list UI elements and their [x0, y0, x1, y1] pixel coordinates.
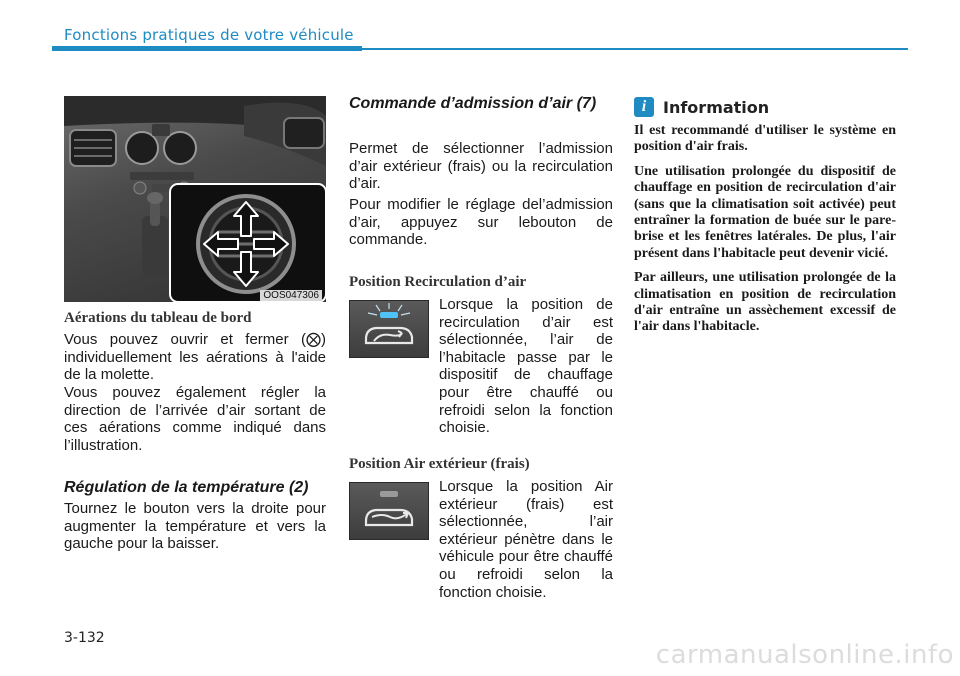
information-text: [634, 123, 896, 344]
heading-fresh-air: Position Air extérieur (frais): [349, 456, 530, 472]
paragraph-recirculation: Lorsque la position de recirculation d’air est sélectionnée, l’air de l’habitacle passe par le dispositif de chauffage pour être chauffé ou refroidi selon la fonction choisie.: [439, 296, 613, 437]
header-rule-thick: [52, 46, 362, 51]
info-paragraph-3: Par ailleurs, une utilisation prolongée de la climatisation en position de recirculation d'air entraîne un assèchement excessif de l'air dans l'habitacle.: [634, 270, 896, 335]
dashboard-vent-photo: [64, 96, 326, 302]
info-paragraph-1: Il est recommandé d'utiliser le système en position d'air frais.: [634, 123, 896, 155]
heading-air-intake-control: Commande d’admission d’air (7): [349, 95, 597, 112]
recirculation-button-panel: [349, 300, 429, 358]
heading-dashboard-vents: Aérations du tableau de bord: [64, 310, 252, 326]
heading-recirculation: Position Recirculation d’air: [349, 274, 527, 290]
paragraph-temperature: Tournez le bouton vers la droite pour augmenter la température et vers la gauche pour la baisser.: [64, 500, 326, 553]
watermark: carmanualsonline.info: [655, 640, 954, 670]
dashboard-illustration: [64, 96, 326, 302]
section-title: Fonctions pratiques de votre véhicule: [64, 26, 354, 44]
heading-temperature-control: Régulation de la température (2): [64, 479, 309, 496]
info-icon: i: [634, 97, 654, 117]
information-title: Information: [663, 98, 770, 117]
paragraph-vent-open-close: Vous pouvez ouvrir et fermer (⨂) individuellement les aérations à l'aide de la molette.: [64, 331, 326, 384]
header-rule-thin: [362, 48, 908, 50]
paragraph-fresh-air: Lorsque la position Air extérieur (frais) est sélectionnée, l’air extérieur pénètre dans le véhicule pour être chauffé ou refroidi selon la fonction choisie.: [439, 478, 613, 601]
page-number: 3-132: [64, 630, 105, 646]
paragraph-vent-direction: Vous pouvez également régler la direction de l’arrivée d’air sortant de ces aérations comme indiqué dans l’illustration.: [64, 384, 326, 454]
recirculation-icon: [350, 301, 428, 357]
image-reference-code: OOS047306: [260, 290, 322, 301]
fresh-air-icon: [350, 483, 428, 539]
info-paragraph-2: Une utilisation prolongée du dispositif de chauffage en position de recirculation d'air (sans que la climatisation soit activée) peut entraîner la formation de buée sur le pare-brise et les fenêtres latérales. De plus, l'air présent dans l'habitacle peut devenir vicié.: [634, 163, 896, 261]
paragraph-change-setting: Pour modifier le réglage del’admission d’air, appuyez sur lebouton de commande.: [349, 196, 613, 249]
paragraph-air-intake: Permet de sélectionner l’admission d’air extérieur (frais) ou la recirculation d’air.: [349, 140, 613, 193]
fresh-air-button-panel: [349, 482, 429, 540]
